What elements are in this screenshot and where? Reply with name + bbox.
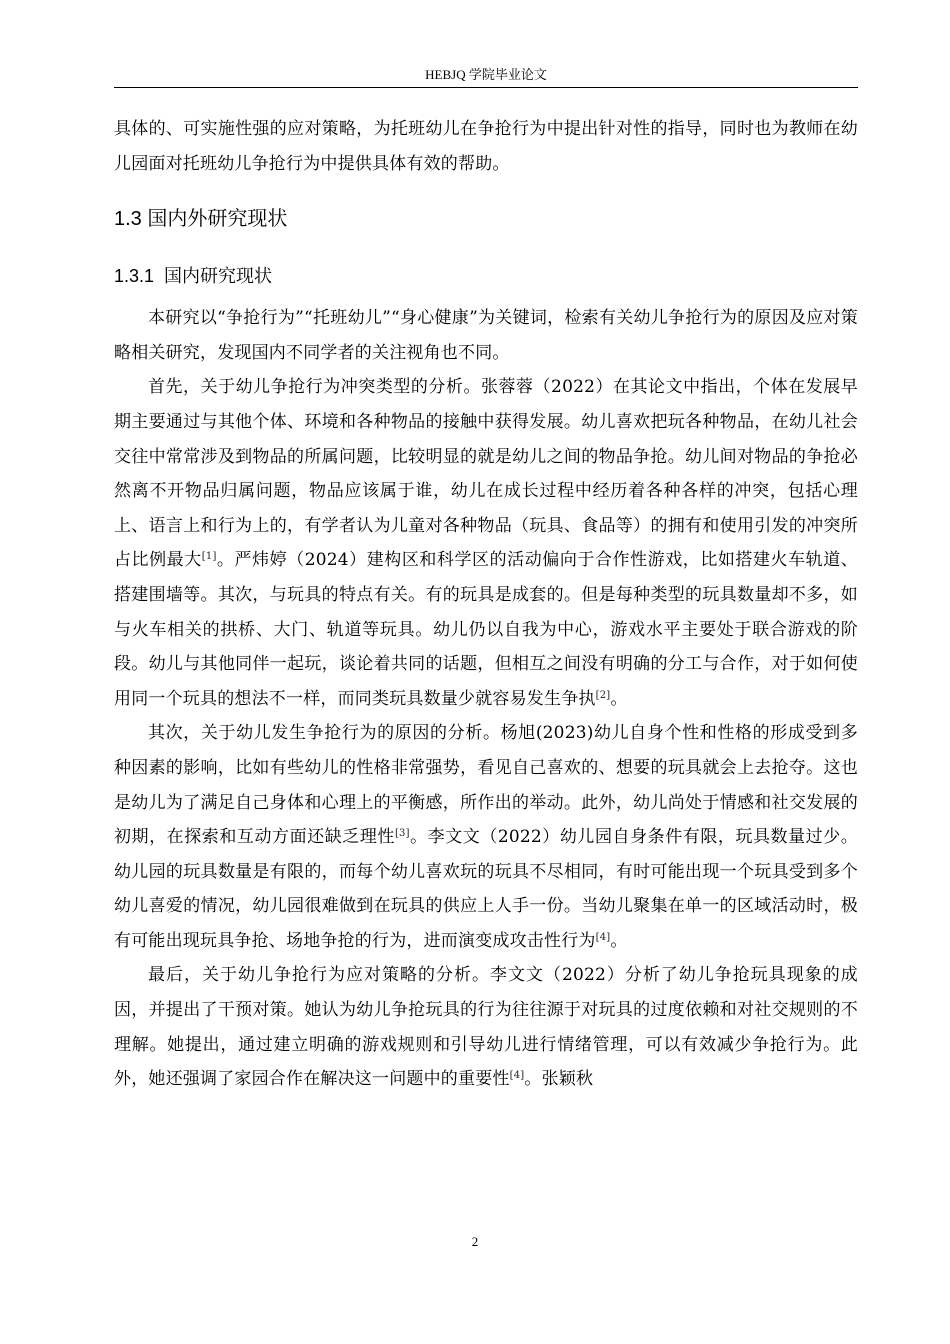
page-number: 2: [471, 1234, 479, 1249]
section-heading: [114, 199, 858, 239]
citation-ref: [4]: [595, 931, 611, 943]
paragraph-text: 。: [610, 930, 628, 951]
paragraph-text: 首先，关于幼儿争抢行为冲突类型的分析。张蓉蓉（2022）在其论文中指出，个体在发展早期主要通过与其他个体、环境和各种物品的接触中获得发展。幼儿喜欢把玩各种物品，在幼儿社会交往中常常涉及到物品的所属问题，比较明显的就是幼儿之间的物品争抢。幼儿间对物品的争抢必然离不开物品归属问题，物品应该属于谁，幼儿在成长过程中经历着各种各样的冲突，包括心理上、语言上和行为上的，有学者认为儿童对各种物品（玩具、食品等）的拥有和使用引发的冲突所占比例最大: [114, 377, 858, 571]
citation-ref: [2]: [595, 689, 611, 701]
paragraph-text: 。张颖秋: [524, 1069, 594, 1090]
page-header: HEBJQ 学院毕业论文: [114, 62, 858, 88]
paragraph-text: 最后，关于幼儿争抢行为应对策略的分析。李文文（2022）分析了幼儿争抢玩具现象的成因，并提出了干预对策。她认为幼儿争抢玩具的行为往往源于对玩具的过度依赖和对社交规则的不理解。她提出，通过建立明确的游戏规则和引导幼儿进行情绪管理，可以有效减少争抢行为。此外，她还强调了家园合作在解决这一问题中的重要性: [114, 965, 858, 1090]
citation-ref: [3]: [394, 828, 410, 840]
subsection-title: 国内研究现状: [164, 266, 273, 287]
section-number: 1.3: [114, 208, 142, 231]
citation-ref: [4]: [509, 1070, 525, 1082]
page-body: [114, 112, 858, 1097]
paragraph-text: 。: [610, 688, 628, 709]
paragraph-text: 其次，关于幼儿发生争抢行为的原因的分析。杨旭(2023)幼儿自身个性和性格的形成受到多种因素的影响，比如有些幼儿的性格非常强势，看见自己喜欢的、想要的玩具就会上去抢夺。这也是幼儿为了满足自己身体和心理上的平衡感，所作出的举动。此外，幼儿尚处于情感和社交发展的初期，在探索和互动方面还缺乏理性: [114, 723, 858, 848]
paragraph-strategies: [114, 958, 858, 1096]
paragraph-conflict-types: [114, 370, 858, 716]
subsection-heading: [114, 259, 858, 293]
section-title: 国内外研究现状: [147, 208, 288, 231]
continuation-paragraph: 具体的、可实施性强的应对策略，为托班幼儿在争抢行为中提出针对性的指导，同时也为教师在幼儿园面对托班幼儿争抢行为中提供具体有效的帮助。: [114, 119, 858, 174]
paragraph-causes: [114, 716, 858, 958]
paragraph-intro: 本研究以“争抢行为”“托班幼儿”“身心健康”为关键词，检索有关幼儿争抢行为的原因及应对策略相关研究，发现国内不同学者的关注视角也不同。: [114, 308, 858, 363]
citation-ref: [1]: [201, 551, 217, 563]
paragraph-text: 。李文文（2022）幼儿园自身条件有限，玩具数量过少。幼儿园的玩具数量是有限的，而每个幼儿喜欢玩的玩具不尽相同，有时可能出现一个玩具受到多个幼儿喜爱的情况，幼儿园很难做到在玩具的供应上人手一份。当幼儿聚集在单一的区域活动时，极有可能出现玩具争抢、场地争抢的行为，进而演变成攻击性行为: [114, 827, 858, 951]
paragraph-text: 。严炜婷（2024）建构区和科学区的活动偏向于合作性游戏，比如搭建火车轨道、搭建围墙等。其次，与玩具的特点有关。有的玩具是成套的。但是每种类型的玩具数量却不多，如与火车相关的拱桥、大门、轨道等玩具。幼儿仍以自我为中心，游戏水平主要处于联合游戏的阶段。幼儿与其他同伴一起玩，谈论着共同的话题，但相互之间没有明确的分工与合作，对于如何使用同一个玩具的想法不一样，而同类玩具数量少就容易发生争执: [114, 550, 858, 709]
subsection-number: 1.3.1: [114, 266, 155, 287]
